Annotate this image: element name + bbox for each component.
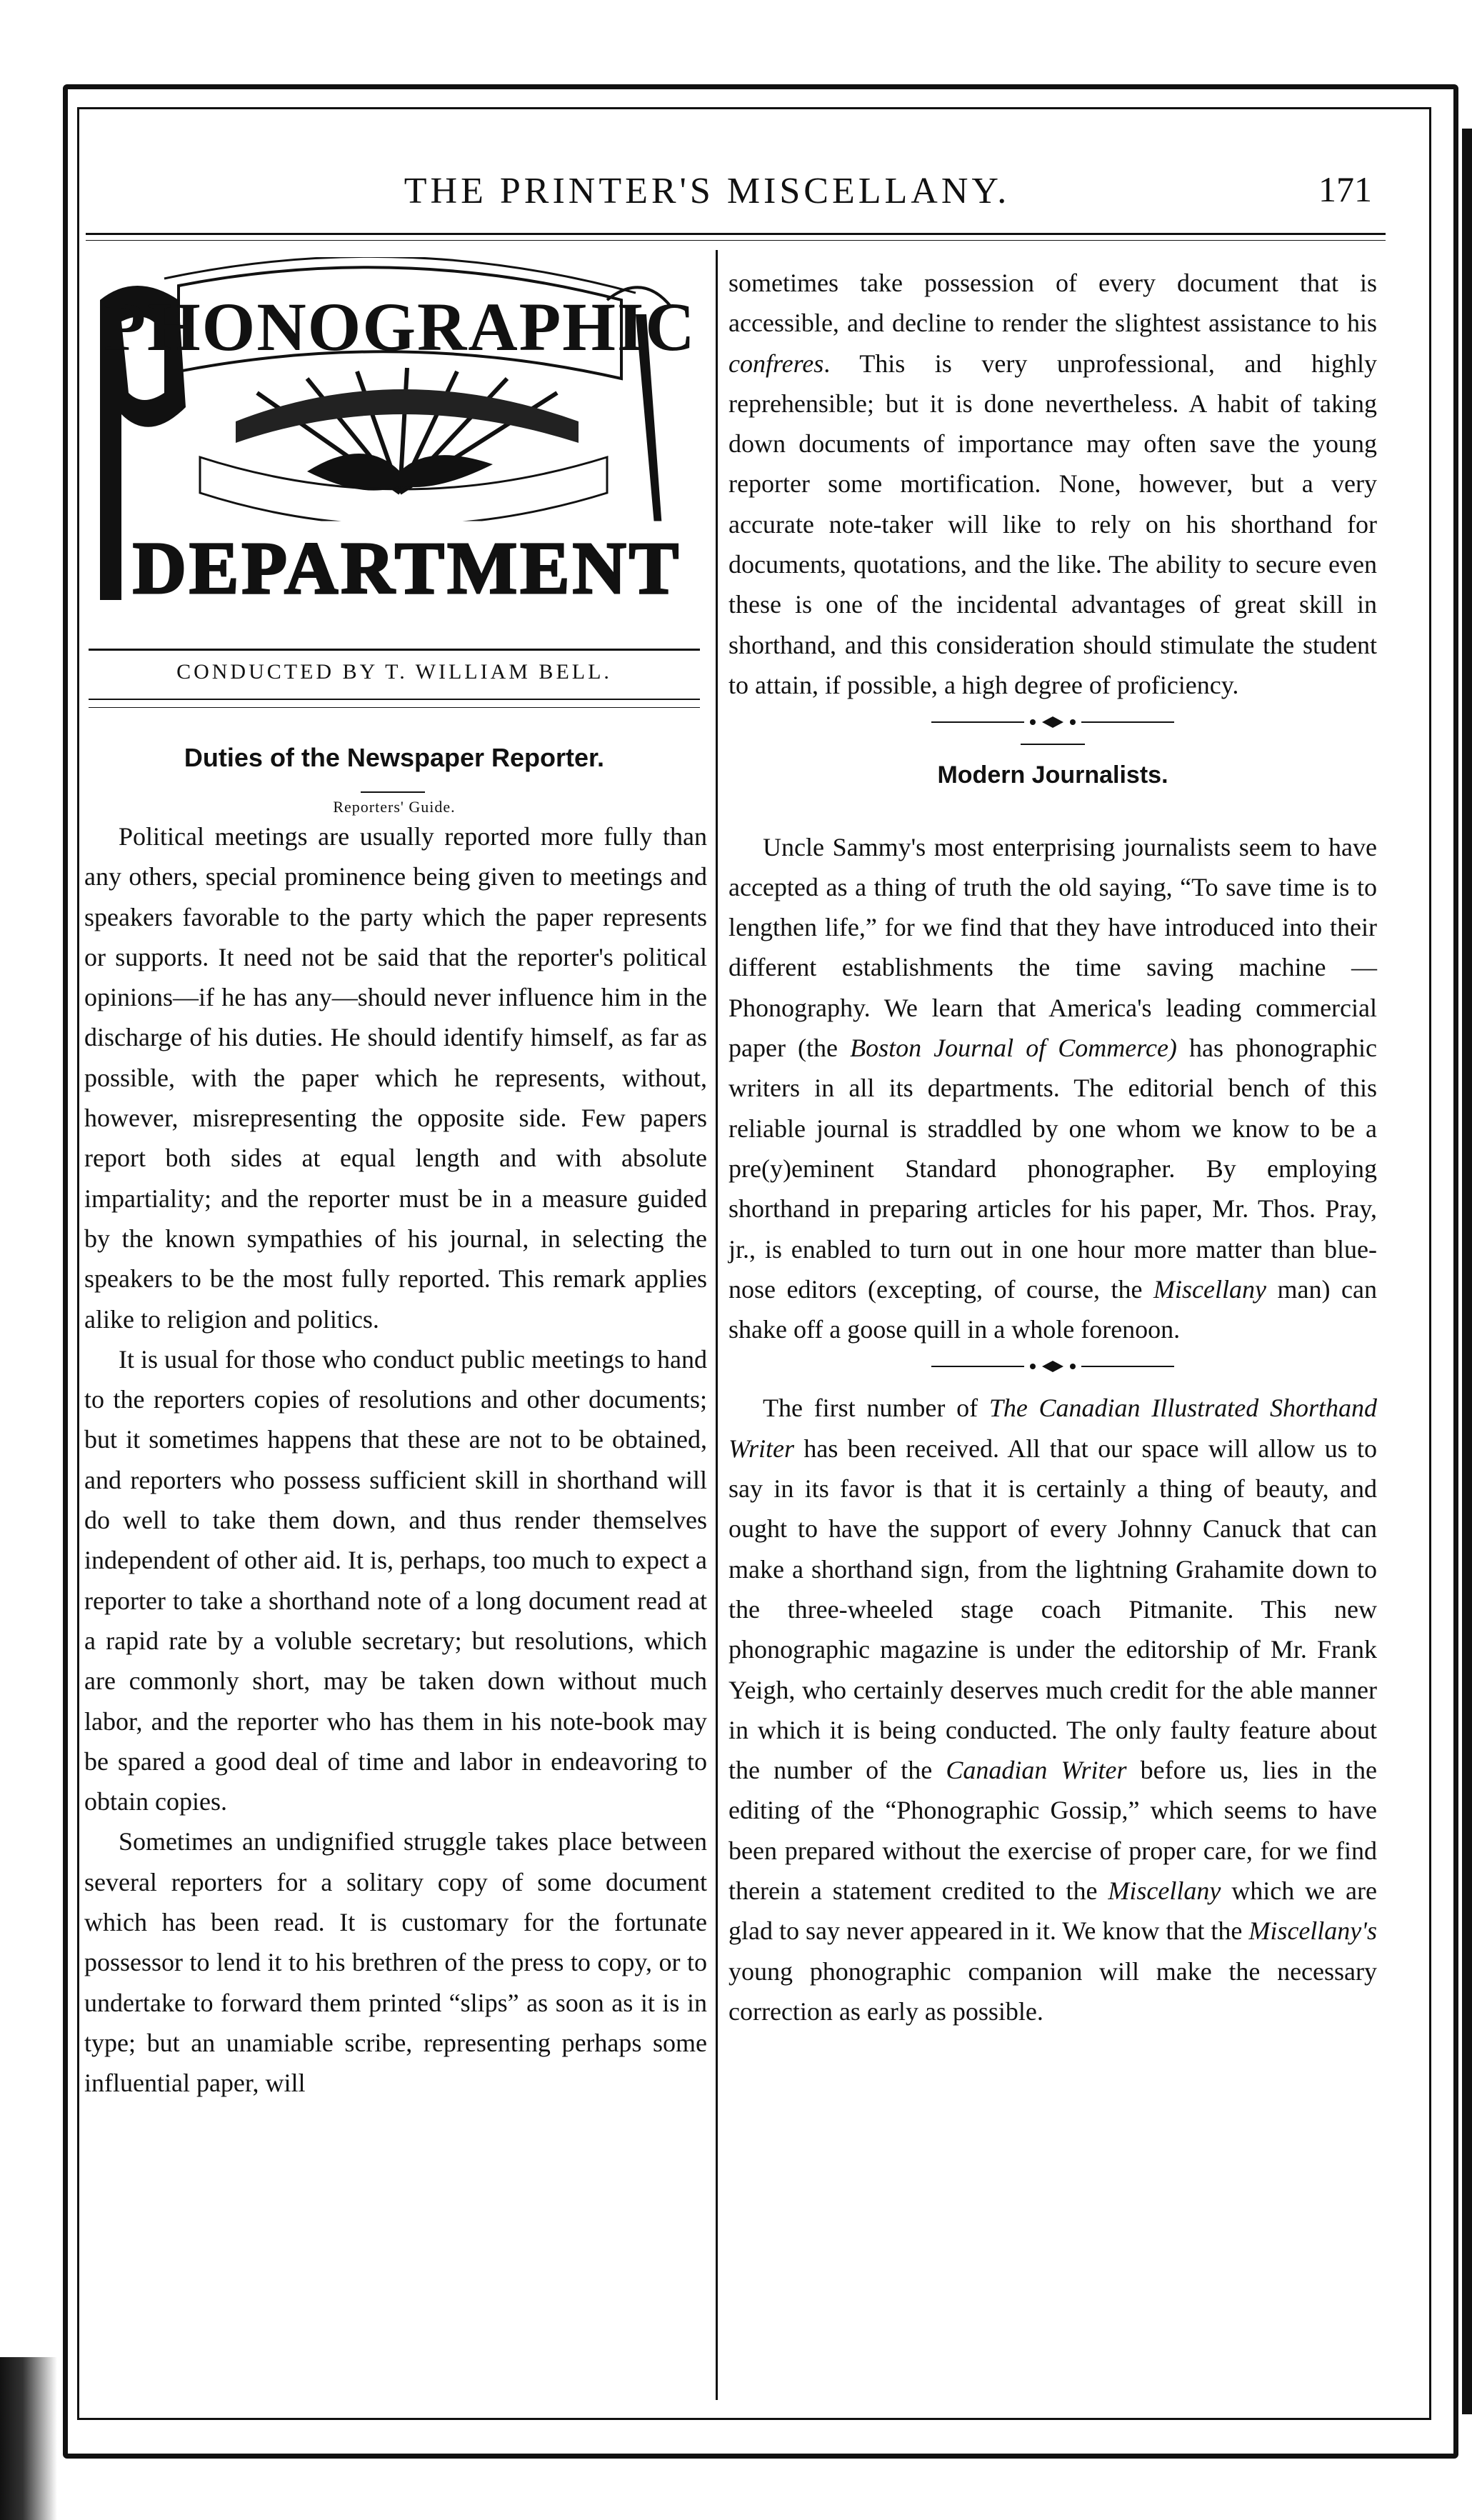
banner-word-department: DEPARTMENT — [132, 527, 682, 609]
article2-paragraph: Uncle Sammy's most enterprising journalists seem to have accepted as a thing of truth the old saying, “To save time is to lengthen life,” for we find that they have introduced into their different establishments the time saving machine —Phonography. We learn that America's leading commercial paper (the Boston Journal of Commerce) has phonographic writers in all its departments. The editorial bench of this reliable journal is straddled by one whom we know to be a pre(y)eminent Standard phonographer. By employing shorthand in preparing articles for his paper, Mr. Thos. Pray, jr., is enabled to turn out in one hour more matter than blue-nose editors (excepting, of course, the Miscellany man) can shake off a goose quill in a whole forenoon. — [729, 832, 1377, 1344]
byline-rule-bottom-thin — [89, 707, 700, 708]
running-head: THE PRINTER'S MISCELLANY. — [404, 171, 1011, 211]
svg-text:PHONOGRAPHIC — [104, 289, 696, 365]
column-divider — [716, 250, 718, 2400]
left-column — [84, 816, 707, 2104]
header-rule — [86, 233, 1386, 235]
article-title-modern-journalists: Modern Journalists. — [937, 761, 1168, 789]
article1-paragraph: Political meetings are usually reported more fully than any others, special prominence being given to meetings and speakers favorable to the party which the paper represents or supports. It need not be said that the reporter's political opinions—if he has any—should never influence him in the discharge of his duties. He should identify himself, as far as possible, with the paper which he represents, without, however, misrepresenting the opposite side. Few papers report both sides at equal length and with absolute impartiality; and the reporter must be in a measure guided by the known sympathies of his journal, in selecting the speakers to be the most fully reported. This remark applies alike to religion and politics. — [84, 822, 707, 1334]
right-column — [729, 263, 1377, 2031]
phonographic-department-masthead — [93, 257, 700, 629]
byline-rule-top — [89, 649, 700, 651]
page-gutter-shadow — [0, 2357, 57, 2520]
header-rule-thin — [86, 240, 1386, 241]
department-byline: CONDUCTED BY T. WILLIAM BELL. — [176, 660, 612, 684]
article3-paragraph: The first number of The Canadian Illustrated Shorthand Writer has been received. All that our space will allow us to say in its favor is that it is certainly a thing of beauty, and ought to have the support of every Johnny Canuck that can make a shorthand sign, from the lightning Grahamite down to the three-wheeled stage coach Pitmanite. This new phonographic magazine is under the editorship of Mr. Frank Yeigh, who certainly deserves much credit for the able manner in which it is being conducted. The only faulty feature about the number of the Canadian Writer before us, lies in the editing of the “Phonographic Gossip,” which seems to have been prepared without the exercise of proper care, for we find therein a statement credited to the Miscellany which we are glad to say never appeared in it. We know that the Miscellany's young phonographic companion will make the necessary correction as early as possible. — [729, 1394, 1377, 2026]
svg-text:DEPARTMENT — [133, 527, 681, 609]
article1-continuation: sometimes take possession of every document that is accessible, and decline to render the slightest assistance to his confreres. This is very unprofessional, and highly reprehensible; but it is done nevertheless. A habit of taking down documents of importance may often save the young reporter some mortification. None, however, but a very accurate note-taker will like to rely on his shorthand for documents, quotations, and the like. The ability to secure even these is one of the incidental advantages of great skill in shorthand, and this consideration should stimulate the student to attain, if possible, a high degree of proficiency. — [729, 269, 1377, 699]
page-number: 171 — [1318, 169, 1372, 209]
section-ornament — [729, 1352, 1377, 1384]
byline-rule-bottom — [89, 699, 700, 700]
article-title-duties: Duties of the Newspaper Reporter. — [184, 743, 605, 772]
section-ornament — [729, 708, 1377, 739]
title-short-rule — [361, 791, 425, 793]
article-source: Reporters' Guide. — [333, 798, 456, 816]
page-edge-shadow — [1462, 129, 1472, 2414]
article1-paragraph: It is usual for those who conduct public meetings to hand to the reporters copies of resolutions and other documents; but it sometimes happens that these are not to be obtained, and reporters who possess sufficient skill in shorthand will do well to take them down, and thus render themselves independent of other aid. It is, perhaps, too much to expect a reporter to take a shorthand note of a long document read at a rapid rate by a voluble secretary; but resolutions, which are commonly short, may be taken down without much labor, and the reporter who has them in his note-book may be spared a good deal of time and labor in endeavoring to obtain copies. — [84, 1344, 707, 1816]
title-short-rule — [1021, 744, 1085, 745]
article1-paragraph: Sometimes an undignified struggle takes place between several reporters for a solitary copy of some document which has been read. It is customary for the fortunate possessor to lend it to his brethren of the press to copy, or to undertake to forward them printed “slips” as soon as it is in type; but an unamiable scribe, representing perhaps some influential paper, will — [84, 1827, 707, 2098]
banner-word-phonographic: PHONOGRAPHIC — [104, 289, 696, 365]
